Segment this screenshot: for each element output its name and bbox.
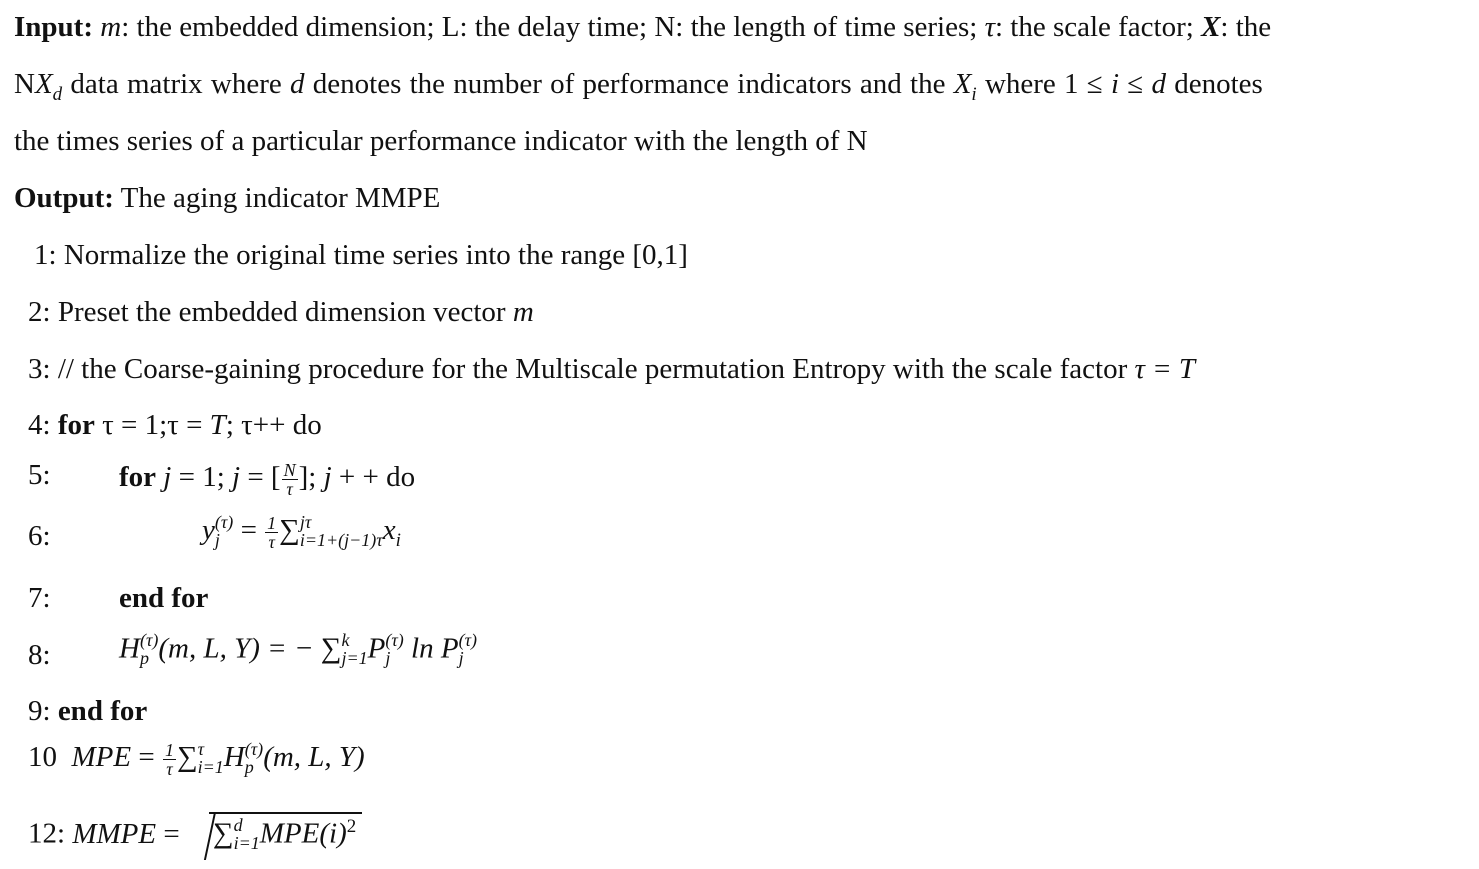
lhs: MMPE (72, 817, 157, 850)
sub: d (52, 83, 63, 105)
sum-symbol: ∑ (320, 632, 342, 665)
sub: i (971, 83, 977, 105)
equals: = (233, 514, 265, 547)
text: τ = 1;τ = (94, 409, 210, 441)
step-number: 2: (28, 296, 51, 328)
sub: j (214, 529, 220, 550)
keyword-for: for (57, 409, 95, 441)
sup: (τ) (214, 511, 234, 532)
sub-sup (459, 631, 477, 667)
sub: i=1 (197, 756, 224, 777)
step-number: 4: (28, 409, 51, 441)
step-6 (28, 511, 401, 552)
ln: ln (403, 632, 441, 665)
var-H: H (119, 632, 140, 665)
fraction (163, 741, 176, 778)
var: i (1110, 68, 1120, 100)
step-number: 5: (28, 459, 51, 491)
sup: (τ) (244, 738, 264, 759)
square-root (209, 812, 362, 854)
var-x: x (382, 514, 396, 547)
text: = 1; (171, 461, 233, 494)
mpe: MPE (259, 817, 320, 850)
sup: k (341, 630, 350, 650)
output-line (14, 184, 440, 213)
input-line-1 (14, 13, 1271, 42)
denominator: τ (286, 479, 293, 499)
sub-sup (245, 740, 263, 776)
var-X: X (1201, 11, 1221, 43)
sum-symbol: ∑ (212, 817, 234, 850)
var-m: m (512, 296, 534, 328)
var: j (156, 461, 172, 494)
var: j (232, 461, 241, 494)
sub: p (244, 756, 254, 777)
sum-symbol: ∑ (279, 514, 300, 547)
var: X (953, 68, 972, 100)
numerator: N (283, 460, 296, 480)
step-text: Normalize the original time series into the range [0,1] (63, 239, 688, 271)
step-7 (28, 582, 209, 614)
numerator: 1 (164, 740, 174, 760)
keyword-for: for (119, 461, 157, 494)
step-number: 3: (28, 353, 51, 385)
text: : the (1220, 11, 1272, 43)
var: d (1151, 68, 1166, 100)
output-text: The aging indicator MMPE (113, 182, 441, 214)
exponent: 2 (346, 816, 357, 837)
sup: τ (197, 738, 205, 759)
sub-sup (140, 631, 158, 667)
var-y: y (202, 514, 215, 547)
step-number: 1: (34, 239, 57, 271)
sub: i (395, 529, 401, 551)
text: ; τ++ do (225, 409, 322, 441)
text: + + do (331, 461, 416, 494)
keyword-end-for: end for (57, 695, 148, 727)
step-number: 10 (28, 741, 57, 774)
sub: p (139, 648, 149, 668)
sup: jτ (299, 511, 312, 532)
var-P: P (367, 632, 386, 665)
lhs: MPE (71, 741, 132, 774)
sum-limits (198, 740, 224, 776)
var-P: P (440, 632, 459, 665)
step-2 (28, 298, 534, 327)
equation: τ = T (1134, 353, 1196, 385)
text: where 1 ≤ (976, 68, 1111, 100)
step-1 (34, 241, 688, 270)
step-4 (28, 411, 322, 440)
sub: j=1 (341, 648, 368, 668)
sum-limits (300, 513, 383, 549)
sum-limits (234, 816, 260, 852)
args: (m, L, Y) (263, 741, 365, 774)
text: = [ (240, 461, 281, 494)
sup: (τ) (458, 630, 478, 650)
sum-limits (341, 631, 367, 667)
step-8 (28, 630, 478, 671)
denominator: τ (268, 532, 275, 552)
step-text: // the Coarse-gaining procedure for the Multiscale permutation Entropy with the scale factor (57, 353, 1135, 385)
text: ≤ (1119, 68, 1152, 100)
var: T (209, 409, 226, 441)
arg: (i) (319, 817, 347, 850)
denominator: τ (166, 759, 173, 779)
text: ]; (298, 461, 324, 494)
fraction (282, 461, 298, 498)
var: X (34, 68, 53, 100)
text: N (14, 68, 35, 100)
var-m: m (100, 11, 122, 43)
step-5 (28, 459, 416, 499)
text: denotes (1165, 68, 1263, 100)
var: j (323, 461, 332, 494)
step-9 (28, 697, 147, 726)
step-number: 6: (28, 520, 51, 552)
sup: d (233, 815, 243, 835)
sub: j (385, 648, 391, 668)
input-line-2 (14, 68, 1263, 105)
var-H: H (223, 741, 245, 774)
input-line-3: the times series of a particular performance indicator with the length of N (14, 125, 868, 157)
sub-sup (385, 631, 403, 667)
step-3 (28, 355, 1195, 384)
numerator: 1 (267, 513, 277, 533)
step-number: 8: (28, 639, 51, 671)
text: denotes the number of performance indicators and the (304, 68, 954, 100)
args: (m, L, Y) = − (158, 632, 321, 665)
keyword-end-for: end for (119, 582, 209, 614)
text: : the scale factor; (994, 11, 1202, 43)
sub: i=1 (233, 833, 260, 853)
step-number: 9: (28, 695, 51, 727)
sup: (τ) (139, 630, 159, 650)
input-label: Input: (14, 11, 93, 43)
step-10 (28, 738, 365, 779)
step-12 (28, 812, 362, 854)
text: data matrix where (62, 68, 291, 100)
output-label: Output: (14, 182, 114, 214)
sub: j (458, 648, 464, 668)
sub: i=1+(j−1)τ (299, 529, 383, 550)
equals: = (131, 741, 162, 774)
sub-sup (215, 513, 233, 549)
var-tau: τ (984, 11, 995, 43)
equals: = (156, 817, 187, 850)
step-number: 7: (28, 582, 51, 614)
sup: (τ) (385, 630, 404, 650)
step-number: 12: (28, 817, 66, 850)
sum-symbol: ∑ (176, 741, 198, 774)
step-text: Preset the embedded dimension vector (57, 296, 513, 328)
var: d (290, 68, 305, 100)
fraction (265, 514, 278, 551)
text: : the embedded dimension; L: the delay time; N: the length of time series; (121, 11, 985, 43)
